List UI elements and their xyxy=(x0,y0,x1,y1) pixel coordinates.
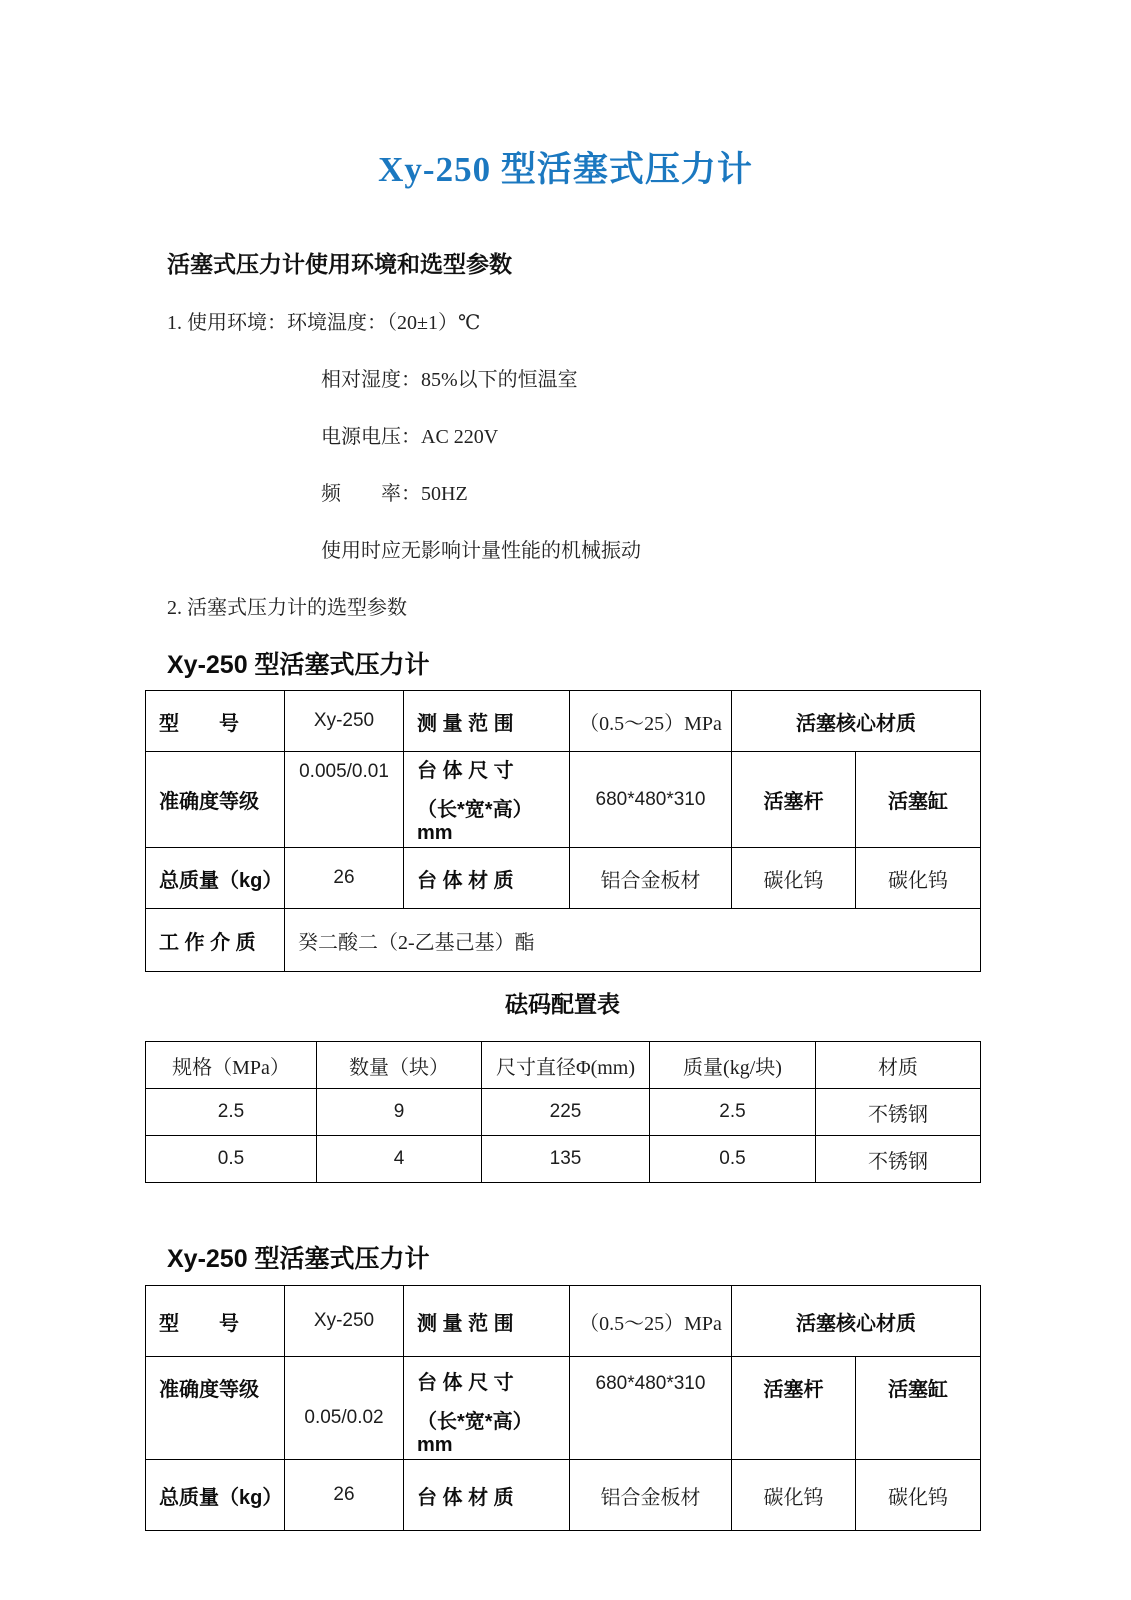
spec1-model-label: 型 号 xyxy=(146,691,285,752)
weights-row1-diameter: 225 xyxy=(482,1089,650,1136)
table-row xyxy=(146,848,981,909)
table-row xyxy=(146,909,981,972)
usage-environment-line: 1. 使用环境：环境温度：（20±1）℃ xyxy=(167,312,481,334)
weights-header-material: 材质 xyxy=(816,1042,981,1089)
spec1-model-value: Xy-250 xyxy=(285,691,404,752)
spec1-size-value: 680*480*310 xyxy=(570,752,732,848)
size-label-line1: 台 体 尺 寸 xyxy=(417,760,514,782)
table-row xyxy=(146,1460,981,1531)
spec2-accuracy-label: 准确度等级 xyxy=(146,1357,285,1460)
size-label-line1: 台 体 尺 寸 xyxy=(417,1372,514,1394)
humidity-line: 相对湿度：85%以下的恒温室 xyxy=(321,369,578,391)
spec2-range-value: （0.5～25）MPa xyxy=(570,1286,732,1357)
weights-header-spec: 规格（MPa） xyxy=(146,1042,317,1089)
spec2-mass-value: 26 xyxy=(285,1460,404,1531)
document-title: Xy-250 型活塞式压力计 xyxy=(378,150,753,189)
spec1-mass-label: 总质量（kg） xyxy=(146,848,285,909)
spec1-piston-cylinder-label: 活塞缸 xyxy=(856,752,981,848)
spec1-rod-material-value: 碳化钨 xyxy=(732,848,856,909)
size-label-line2: （长*宽*高）mm xyxy=(417,1411,533,1456)
spec2-model-label: 型 号 xyxy=(146,1286,285,1357)
weights-row1-material: 不锈钢 xyxy=(816,1089,981,1136)
spec1-core-material-label: 活塞核心材质 xyxy=(732,691,981,752)
spec2-range-label: 测 量 范 围 xyxy=(404,1286,570,1357)
frequency-line: 频 率：50HZ xyxy=(321,483,468,505)
weights-row2-material: 不锈钢 xyxy=(816,1136,981,1183)
spec-table-1-heading: Xy-250 型活塞式压力计 xyxy=(167,651,430,679)
spec2-size-value: 680*480*310 xyxy=(570,1357,732,1460)
spec1-size-label xyxy=(404,752,570,848)
spec1-accuracy-value: 0.005/0.01 xyxy=(285,752,404,848)
spec1-medium-value: 癸二酸二（2-乙基己基）酯 xyxy=(285,909,981,972)
table-row xyxy=(146,1286,981,1357)
spec1-range-value: （0.5～25）MPa xyxy=(570,691,732,752)
spec1-body-material-value: 铝合金板材 xyxy=(570,848,732,909)
weights-row2-quantity: 4 xyxy=(317,1136,482,1183)
spec1-piston-rod-label: 活塞杆 xyxy=(732,752,856,848)
spec2-model-value: Xy-250 xyxy=(285,1286,404,1357)
table-row xyxy=(146,752,981,848)
spec1-cylinder-material-value: 碳化钨 xyxy=(856,848,981,909)
weights-row2-spec: 0.5 xyxy=(146,1136,317,1183)
weights-row1-spec: 2.5 xyxy=(146,1089,317,1136)
spec1-mass-value: 26 xyxy=(285,848,404,909)
selection-params-line: 2. 活塞式压力计的选型参数 xyxy=(167,597,407,619)
spec1-medium-label: 工 作 介 质 xyxy=(146,909,285,972)
spec2-body-material-value: 铝合金板材 xyxy=(570,1460,732,1531)
spec2-body-material-label: 台 体 材 质 xyxy=(404,1460,570,1531)
weights-header-mass: 质量(kg/块) xyxy=(650,1042,816,1089)
spec2-mass-label: 总质量（kg） xyxy=(146,1460,285,1531)
voltage-line: 电源电压：AC 220V xyxy=(321,426,499,448)
weights-row1-mass: 2.5 xyxy=(650,1089,816,1136)
spec2-accuracy-value: 0.05/0.02 xyxy=(285,1357,404,1460)
weights-row2-diameter: 135 xyxy=(482,1136,650,1183)
spec2-size-label xyxy=(404,1357,570,1460)
weights-header-quantity: 数量（块） xyxy=(317,1042,482,1089)
spec2-core-material-label: 活塞核心材质 xyxy=(732,1286,981,1357)
spec-table-1 xyxy=(145,690,981,972)
spec1-range-label: 测 量 范 围 xyxy=(404,691,570,752)
spec2-piston-rod-label: 活塞杆 xyxy=(732,1357,856,1460)
table-row xyxy=(146,1136,981,1183)
spec1-body-material-label: 台 体 材 质 xyxy=(404,848,570,909)
vibration-line: 使用时应无影响计量性能的机械振动 xyxy=(321,540,641,562)
spec2-piston-cylinder-label: 活塞缸 xyxy=(856,1357,981,1460)
spec-table-2-heading: Xy-250 型活塞式压力计 xyxy=(167,1245,430,1273)
weights-table-heading: 砝码配置表 xyxy=(505,991,620,1017)
weights-table xyxy=(145,1041,981,1183)
spec2-rod-material-value: 碳化钨 xyxy=(732,1460,856,1531)
table-row xyxy=(146,1357,981,1460)
spec1-accuracy-label: 准确度等级 xyxy=(146,752,285,848)
size-label-line2: （长*宽*高）mm xyxy=(417,799,533,844)
table-row xyxy=(146,691,981,752)
spec-table-2 xyxy=(145,1285,981,1531)
weights-header-diameter: 尺寸直径Φ(mm) xyxy=(482,1042,650,1089)
document-content xyxy=(145,246,980,1531)
section-heading: 活塞式压力计使用环境和选型参数 xyxy=(167,252,512,277)
weights-row2-mass: 0.5 xyxy=(650,1136,816,1183)
table-row xyxy=(146,1089,981,1136)
weights-row1-quantity: 9 xyxy=(317,1089,482,1136)
table-header-row xyxy=(146,1042,981,1089)
spec2-cylinder-material-value: 碳化钨 xyxy=(856,1460,981,1531)
